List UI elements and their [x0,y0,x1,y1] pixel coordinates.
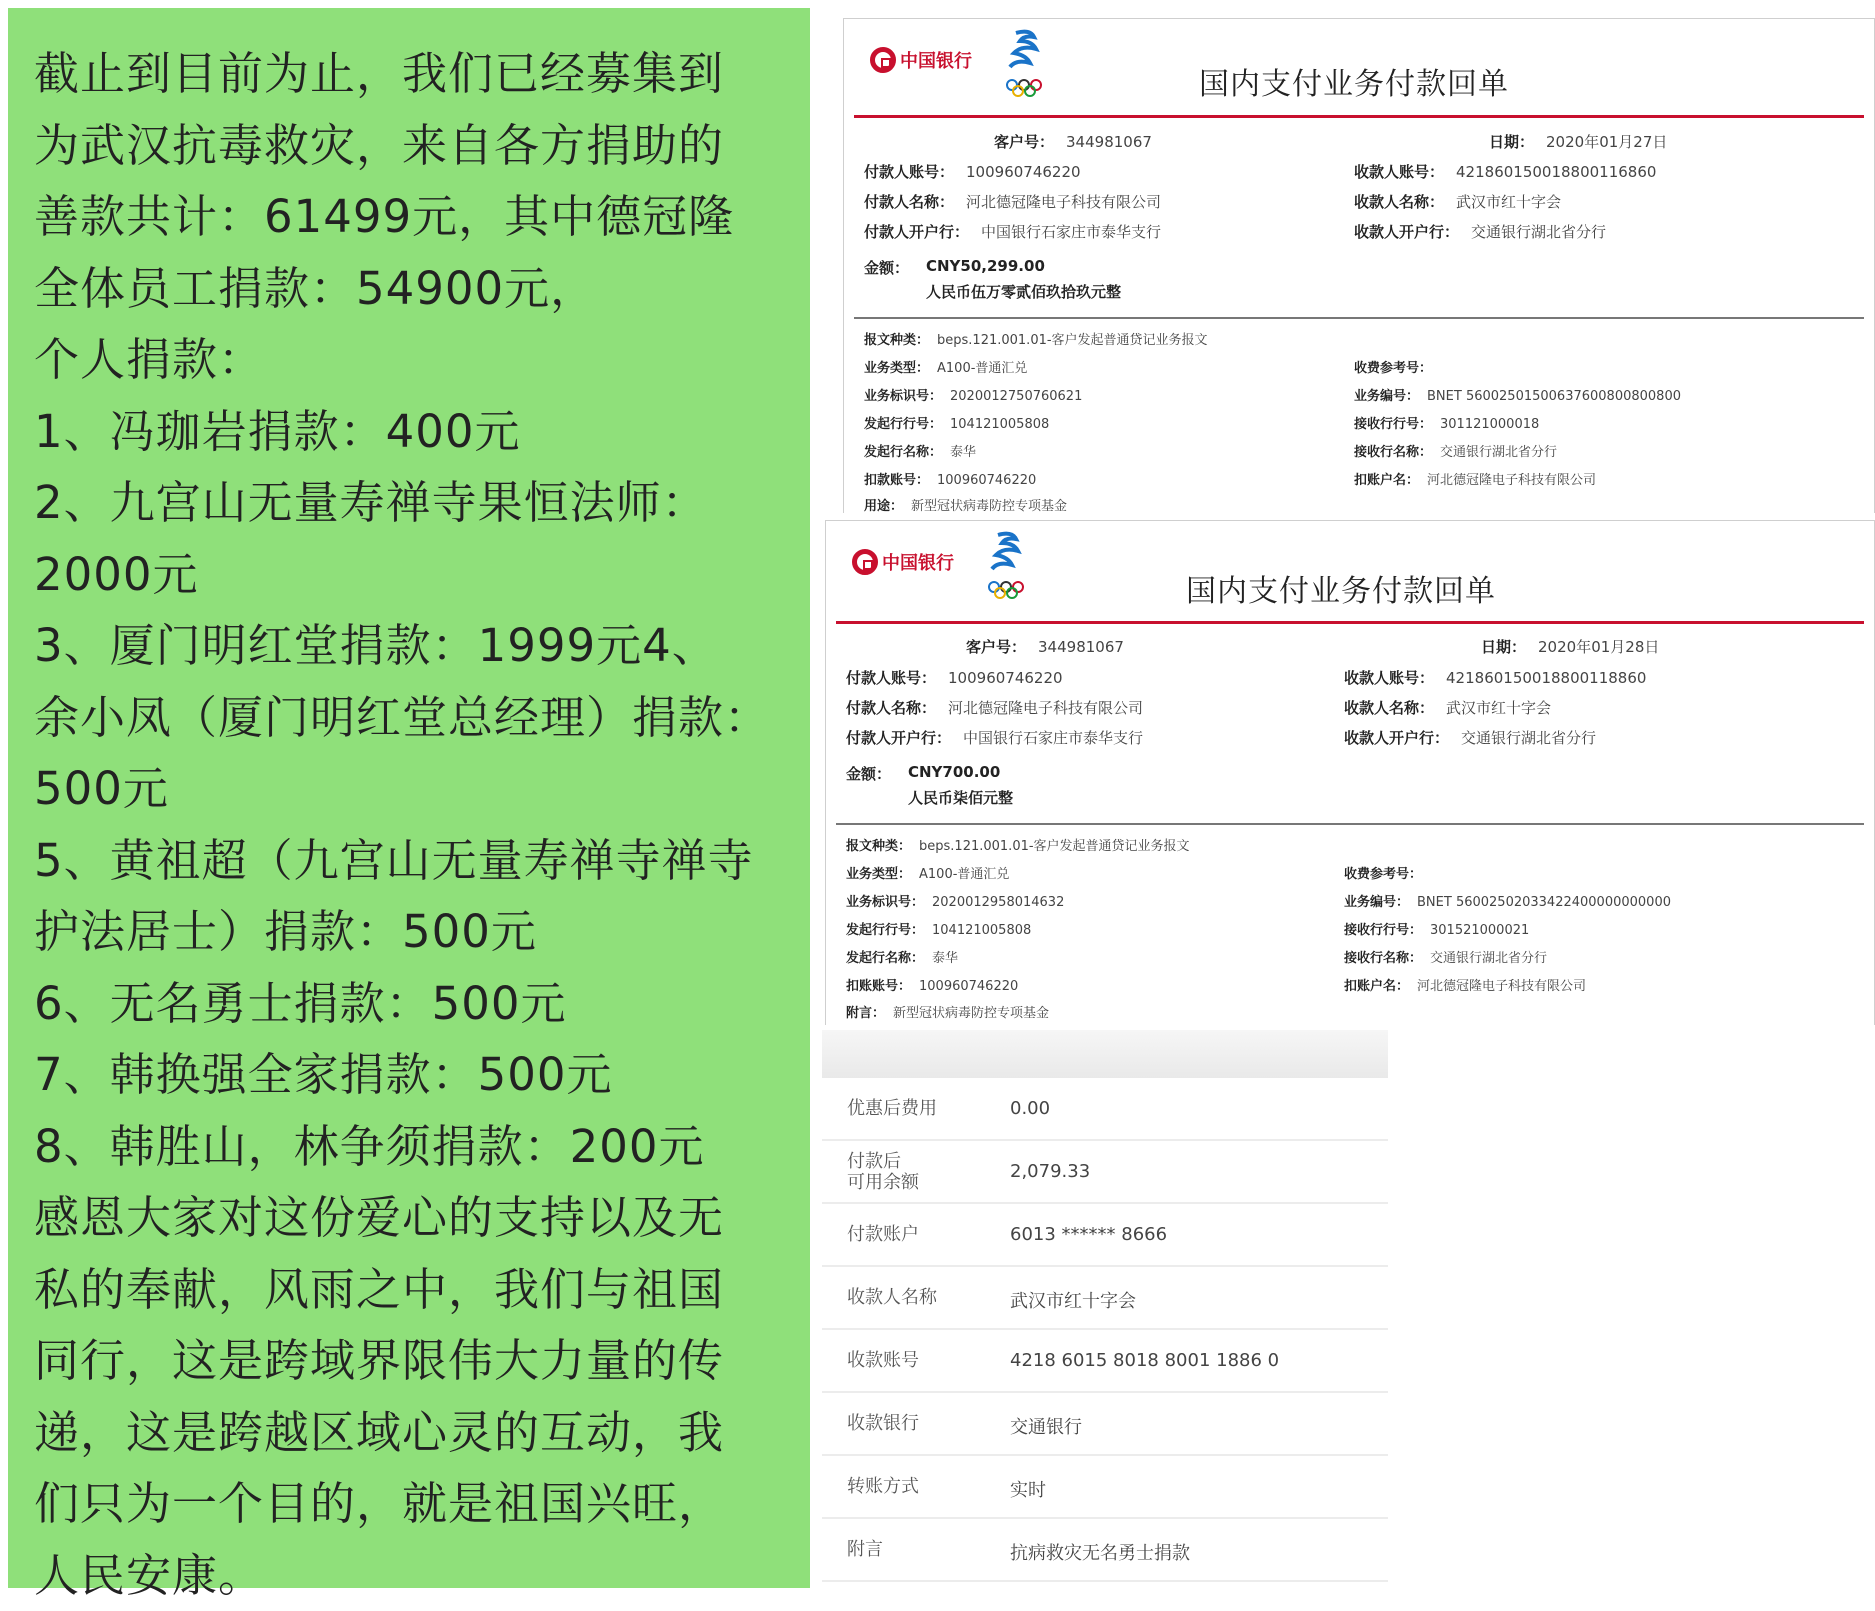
message-line: 为武汉抗毒救灾，来自各方捐助的 [34,110,790,182]
message-type: 报文种类： beps.121.001.01-客户发起普通贷记业务报文 [864,329,1208,348]
message-line: 余小凤（厦门明红堂总经理）捐款： [34,682,790,754]
debit-account: 扣款账号： 100960746220 [864,469,1036,488]
payee-bank: 收款人开户行： 交通银行湖北省分行 [1354,221,1606,242]
detail-row [822,1078,1388,1141]
detail-value: 4218 6015 8018 8001 1886 0 [1010,1350,1279,1371]
message-line: 护法居士）捐款：500元 [34,896,790,968]
detail-row [822,1519,1388,1582]
business-type: 业务类型： A100-普通汇兑 [864,357,1027,376]
section-divider [854,317,1864,319]
detail-label: 付款账户 [847,1224,919,1245]
message-line: 私的奉献，风雨之中，我们与祖国 [34,1254,790,1326]
detail-value: 抗病救灾无名勇士捐款 [1010,1539,1190,1565]
bank-name: 中国银行 [882,549,954,575]
detail-row [822,1204,1388,1267]
detail-label: 优惠后费用 [847,1098,937,1119]
header-divider [836,621,1864,624]
bank-logo [870,47,972,73]
detail-value: 6013 ****** 8666 [1010,1224,1167,1245]
message-line: 递，这是跨越区域心灵的互动，我 [34,1397,790,1469]
detail-value: 交通银行 [1010,1413,1082,1439]
recv-bank-no: 接收行行号： 301121000018 [1354,413,1539,432]
payment-receipt-1 [843,18,1875,513]
init-bank-name: 发起行名称： 泰华 [864,441,976,460]
winter-olympics-emblem-icon [996,27,1052,105]
detail-label: 转账方式 [847,1476,919,1497]
detail-label: 附言 [847,1539,883,1560]
message-line: 1、冯珈岩捐款：400元 [34,396,790,468]
payee-name: 收款人名称： 武汉市红十字会 [1354,191,1561,212]
bank-of-china-icon [870,47,896,73]
header-divider [854,115,1864,118]
transfer-detail-panel [822,1030,1388,1580]
message-line: 5、黄祖超（九宫山无量寿禅寺禅寺 [34,825,790,897]
init-bank-no: 发起行行号： 104121005808 [846,919,1031,938]
detail-row [822,1267,1388,1330]
purpose: 附言： 新型冠状病毒防控专项基金 [846,1002,1049,1021]
payee-bank: 收款人开户行： 交通银行湖北省分行 [1344,727,1596,748]
ref-no: 收费参考号： [1344,863,1430,882]
detail-header-bar [822,1030,1388,1078]
detail-value: 实时 [1010,1476,1046,1502]
message-type: 报文种类： beps.121.001.01-客户发起普通贷记业务报文 [846,835,1190,854]
message-line: 同行，这是跨域界限伟大力量的传 [34,1325,790,1397]
payer-name: 付款人名称： 河北德冠隆电子科技有限公司 [864,191,1161,212]
message-line: 截止到目前为止，我们已经募集到 [34,38,790,110]
business-type: 业务类型： A100-普通汇兑 [846,863,1009,882]
message-line: 人民安康。 [34,1540,790,1611]
detail-label: 收款账号 [847,1350,919,1371]
payer-account: 付款人账号： 100960746220 [846,667,1063,688]
payee-account: 收款人账号： 421860150018800116860 [1354,161,1656,182]
business-serial: 业务标识号： 2020012958014632 [846,891,1064,910]
receipt-date: 日期： 2020年01月27日 [1489,131,1667,152]
bank-name: 中国银行 [900,47,972,73]
receipt-title: 国内支付业务付款回单 [1199,59,1509,103]
payer-name: 付款人名称： 河北德冠隆电子科技有限公司 [846,697,1143,718]
message-line: 感恩大家对这份爱心的支持以及无 [34,1182,790,1254]
init-bank-no: 发起行行号： 104121005808 [864,413,1049,432]
payee-account: 收款人账号： 421860150018800118860 [1344,667,1646,688]
winter-olympics-emblem-icon [978,529,1034,607]
recv-bank-name: 接收行名称： 交通银行湖北省分行 [1344,947,1547,966]
debit-account: 扣账账号： 100960746220 [846,975,1018,994]
detail-label: 付款后 可用余额 [847,1151,919,1193]
purpose: 用途： 新型冠状病毒防控专项基金 [864,495,1067,513]
customer-no: 客户号： 344981067 [966,636,1124,657]
receipt-date: 日期： 2020年01月28日 [1481,636,1659,657]
amount-value: CNY50,299.00 [926,257,1045,275]
detail-label: 收款人名称 [847,1287,937,1308]
debit-name: 扣账户名： 河北德冠隆电子科技有限公司 [1344,975,1586,994]
recv-bank-name: 接收行名称： 交通银行湖北省分行 [1354,441,1557,460]
receipt-title: 国内支付业务付款回单 [1186,566,1496,610]
bank-of-china-icon [852,549,878,575]
detail-row [822,1141,1388,1204]
detail-value: 0.00 [1010,1098,1050,1119]
amount-words: 人民币柒佰元整 [908,787,1013,808]
bank-logo [852,549,954,575]
message-line: 500元 [34,753,790,825]
message-line: 6、无名勇士捐款：500元 [34,968,790,1040]
message-line: 7、韩换强全家捐款：500元 [34,1039,790,1111]
detail-row [822,1330,1388,1393]
message-line: 善款共计：61499元，其中德冠隆 [34,181,790,253]
amount-label: 金额： [846,763,891,784]
donation-message [8,8,810,1588]
debit-name: 扣账户名： 河北德冠隆电子科技有限公司 [1354,469,1596,488]
detail-row [822,1456,1388,1519]
section-divider [836,823,1864,825]
message-line: 8、韩胜山，林争须捐款：200元 [34,1111,790,1183]
message-line: 个人捐款： [34,324,790,396]
business-no: 业务编号： BNET 56002502033422400000000000 [1344,891,1671,910]
detail-label: 收款银行 [847,1413,919,1434]
detail-value: 武汉市红十字会 [1010,1287,1136,1313]
payer-account: 付款人账号： 100960746220 [864,161,1081,182]
payment-receipt-2 [825,520,1875,1025]
message-line: 全体员工捐款：54900元， [34,253,790,325]
business-serial: 业务标识号： 2020012750760621 [864,385,1082,404]
customer-no: 客户号： 344981067 [994,131,1152,152]
ref-no: 收费参考号： [1354,357,1440,376]
amount-label: 金额： [864,257,909,278]
payer-bank: 付款人开户行： 中国银行石家庄市泰华支行 [864,221,1161,242]
init-bank-name: 发起行名称： 泰华 [846,947,958,966]
payee-name: 收款人名称： 武汉市红十字会 [1344,697,1551,718]
detail-value: 2,079.33 [1010,1161,1090,1182]
message-line: 们只为一个目的，就是祖国兴旺， [34,1468,790,1540]
business-no: 业务编号： BNET 56002501500637600800800800 [1354,385,1681,404]
message-line: 3、厦门明红堂捐款：1999元4、 [34,610,790,682]
message-line: 2000元 [34,539,790,611]
amount-words: 人民币伍万零贰佰玖拾玖元整 [926,281,1121,302]
amount-value: CNY700.00 [908,763,1000,781]
message-line: 2、九宫山无量寿禅寺果恒法师： [34,467,790,539]
detail-row [822,1393,1388,1456]
recv-bank-no: 接收行行号： 301521000021 [1344,919,1529,938]
payer-bank: 付款人开户行： 中国银行石家庄市泰华支行 [846,727,1143,748]
